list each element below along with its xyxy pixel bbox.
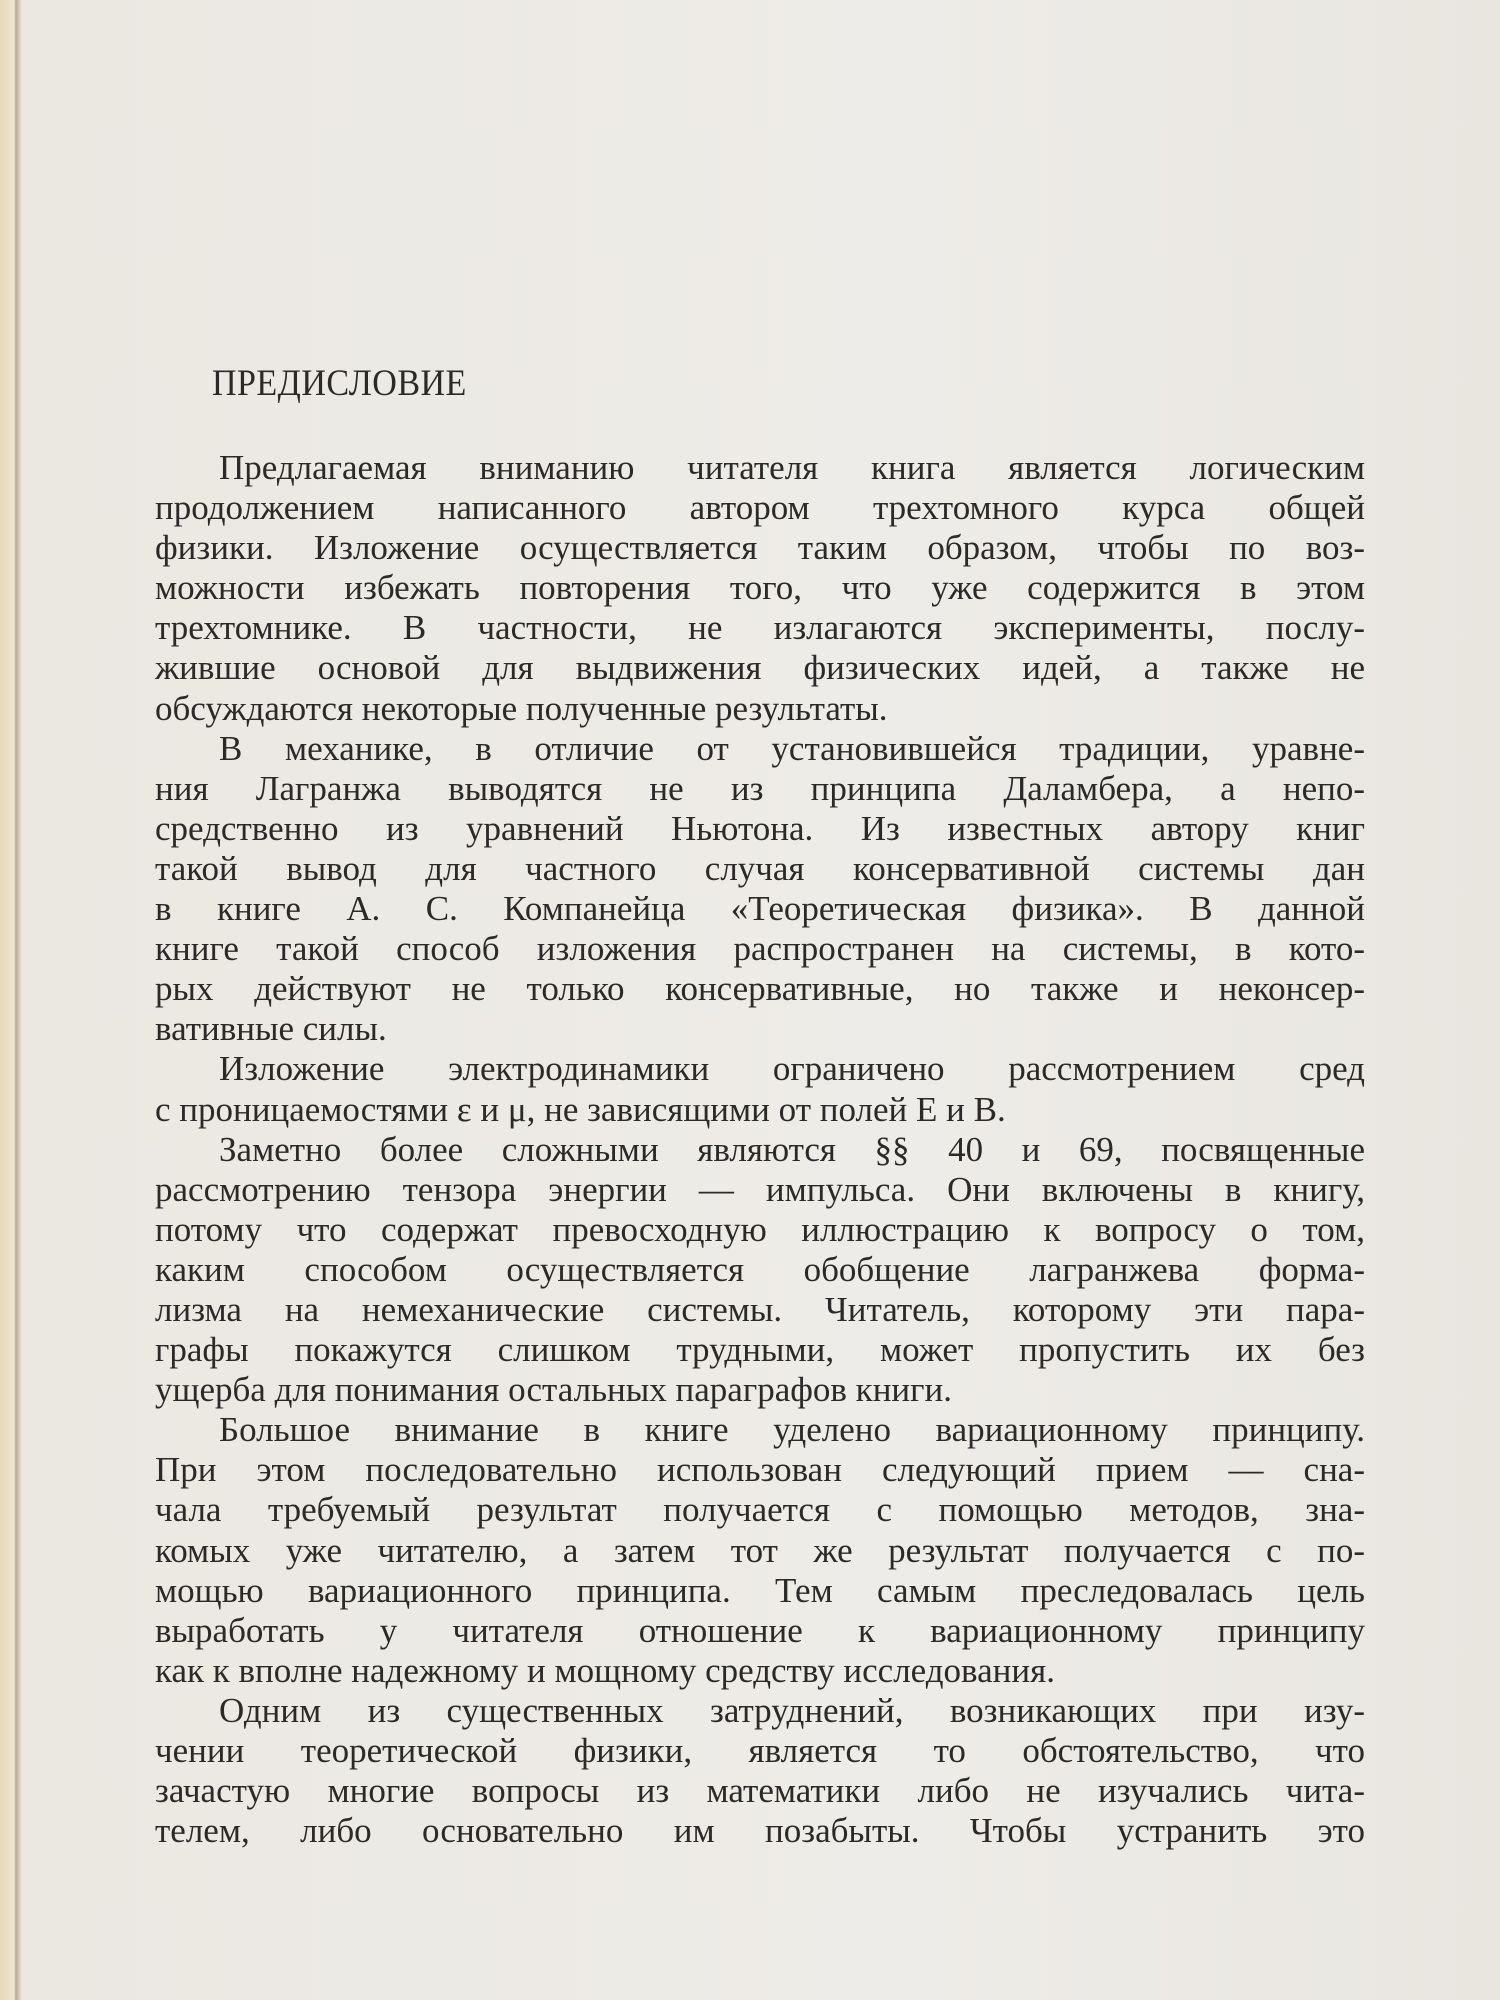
text-line: В механике, в отличие от установившейся традиции, уравне- (219, 728, 1365, 768)
text-line: чала требуемый результат получается с помощью методов, зна- (155, 1490, 1365, 1530)
text-line: рых действуют не только консервативные, но также и неконсер- (155, 969, 1365, 1009)
text-line: Предлагаемая вниманию читателя книга является логическим (219, 448, 1365, 487)
text-line: чении теоретической физики, является то обстоятельство, что (155, 1731, 1365, 1770)
text-line: физики. Изложение осуществляется таким образом, чтобы по воз- (155, 528, 1365, 568)
text-line: средственно из уравнений Ньютона. Из известных автору книг (155, 808, 1365, 848)
text-line: Заметно более сложными являются §§ 40 и 69, посвященные (219, 1129, 1365, 1169)
text-line: как к вполне надежному и мощному средству исследования. (155, 1650, 1055, 1690)
text-line: При этом последовательно использован следующий прием — сна- (155, 1450, 1365, 1490)
text-line: выработать у читателя отношение к вариационному принципу (155, 1610, 1365, 1650)
text-line: лизма на немеханические системы. Читатель, которому эти пара- (155, 1289, 1365, 1329)
text-line: Изложение электродинамики ограничено рассмотрением сред (219, 1049, 1365, 1089)
text-line: книге такой способ изложения распространен на системы, в кото- (155, 929, 1365, 969)
text-line: обсуждаются некоторые полученные результаты. (155, 688, 888, 728)
text-line: ния Лагранжа выводятся не из принципа Даламбера, а непо- (155, 768, 1365, 808)
text-line: жившие основой для выдвижения физических идей, а также не (155, 648, 1365, 688)
text-line: можности избежать повторения того, что уже содержится в этом (155, 568, 1365, 608)
text-line: такой вывод для частного случая консервативной системы дан (155, 848, 1365, 888)
text-line: ущерба для понимания остальных параграфов книги. (155, 1370, 952, 1410)
text-line: каким способом осуществляется обобщение лагранжева форма- (155, 1249, 1365, 1289)
text-line: трехтомнике. В частности, не излагаются эксперименты, послу- (155, 608, 1365, 648)
text-line: с проницаемостями ε и μ, не зависящими от полей E и B. (155, 1089, 1006, 1129)
text-line: Одним из существенных затруднений, возникающих при изу- (219, 1690, 1365, 1730)
body-text (155, 448, 1365, 1851)
text-line: потому что содержат превосходную иллюстрацию к вопросу о том, (155, 1209, 1365, 1249)
text-line: комых уже читателю, а затем тот же результат получается с по- (155, 1530, 1365, 1570)
text-line: рассмотрению тензора энергии — импульса. Они включены в книгу, (155, 1169, 1365, 1209)
text-line: Большое внимание в книге уделено вариационному принципу. (219, 1410, 1365, 1450)
page-title: ПРЕДИСЛОВИЕ (212, 363, 467, 404)
text-line: в книге А. С. Компанейца «Теоретическая физика». В данной (155, 889, 1365, 929)
text-line: продолжением написанного автором трехтомного курса общей (155, 488, 1365, 528)
text-line: зачастую многие вопросы из математики либо не изучались чита- (155, 1771, 1365, 1811)
text-line: телем, либо основательно им позабыты. Чтобы устранить это (155, 1811, 1365, 1851)
text-line: графы покажутся слишком трудными, может пропустить их без (155, 1330, 1365, 1370)
text-line: вативные силы. (155, 1009, 387, 1049)
text-line: мощью вариационного принципа. Тем самым преследовалась цель (155, 1570, 1365, 1610)
